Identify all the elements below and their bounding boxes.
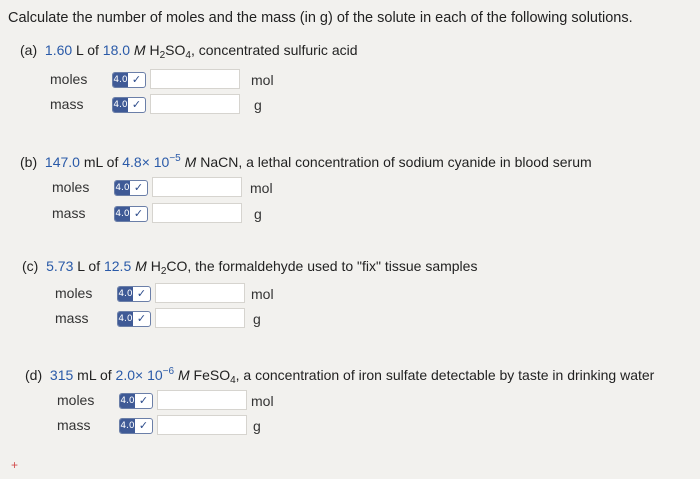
moles-label: moles xyxy=(57,392,95,408)
attempts-value: 4.0 xyxy=(113,75,128,85)
part-c-prompt: (c) 5.73 L of 12.5 M $H_2CO$, the formaldehyde used to "fix" tissue samples xyxy=(22,258,478,277)
g-unit: g xyxy=(254,97,262,113)
part-d-prompt: (d) 315 mL of $2.0\times 10^{-6}$ M FeSO$_4$, a concentration of iron sulfate detectable by taste in drinking water xyxy=(25,366,655,386)
mol-unit: mol xyxy=(251,393,274,409)
volume-unit: L of xyxy=(76,42,99,58)
formula: $H_2CO$ xyxy=(150,258,188,277)
pencil-icon: ✓ xyxy=(136,287,147,300)
part-b-mass-row xyxy=(52,203,312,225)
attempts-badge[interactable] xyxy=(114,206,148,222)
attempts-badge[interactable] xyxy=(117,286,151,302)
moles-label: moles xyxy=(52,179,90,195)
attempts-badge[interactable] xyxy=(117,311,151,327)
part-c-mass-row xyxy=(55,308,315,330)
part-letter: (c) xyxy=(22,258,39,274)
moles-label: moles xyxy=(55,285,93,301)
attempts-value: 4.0 xyxy=(113,100,128,110)
attempts-badge[interactable] xyxy=(112,72,146,88)
attempts-value: 4.0 xyxy=(120,421,135,431)
pencil-icon: ✓ xyxy=(131,73,142,86)
part-letter: (b) xyxy=(20,154,38,170)
part-d-moles-row xyxy=(57,390,317,412)
attempts-value: 4.0 xyxy=(118,314,133,324)
description: , the formaldehyde used to "fix" tissue samples xyxy=(187,258,478,274)
attempts-value: 4.0 xyxy=(118,289,133,299)
description: , concentrated sulfuric acid xyxy=(190,42,358,58)
mass-input[interactable] xyxy=(155,308,245,328)
part-b-prompt: (b) 147.0 mL of $4.8\times 10^{-5}$ M NaCN, a lethal concentration of sodium cyanide in blood serum xyxy=(20,153,592,170)
mol-unit: mol xyxy=(250,180,273,196)
formula: $H_2SO_4$ xyxy=(149,42,191,61)
volume-value: 1.60 xyxy=(44,42,73,58)
add-icon[interactable]: + xyxy=(11,458,19,472)
attempts-badge[interactable] xyxy=(119,393,153,409)
mol-unit: mol xyxy=(251,286,274,302)
question-text: Calculate the number of moles and the mass (in g) of the solute in each of the following solutions. xyxy=(8,10,633,26)
molarity-value: $2.0\times 10^{-6}$ xyxy=(115,366,175,383)
attempts-value: 4.0 xyxy=(115,183,130,193)
moles-input[interactable] xyxy=(157,390,247,410)
part-b-moles-row xyxy=(52,177,312,199)
volume-value: 315 xyxy=(49,367,74,383)
pencil-icon: ✓ xyxy=(133,181,144,194)
moles-label: moles xyxy=(50,71,88,87)
mass-input[interactable] xyxy=(157,415,247,435)
part-c-moles-row xyxy=(55,283,315,305)
part-a-prompt: (a) 1.60 L of 18.0 M $H_2SO_4$, concentrated sulfuric acid xyxy=(20,42,358,61)
volume-unit: mL of xyxy=(77,367,112,383)
mass-input[interactable] xyxy=(150,94,240,114)
moles-input[interactable] xyxy=(152,177,242,197)
mass-label: mass xyxy=(55,310,89,326)
volume-value: 147.0 xyxy=(44,154,80,170)
part-a-mass-row xyxy=(50,94,310,116)
pencil-icon: ✓ xyxy=(138,419,149,432)
g-unit: g xyxy=(253,311,261,327)
g-unit: g xyxy=(253,418,261,434)
description: , a lethal concentration of sodium cyanide in blood serum xyxy=(238,154,592,170)
g-unit: g xyxy=(254,206,262,222)
mass-label: mass xyxy=(57,417,91,433)
part-letter: (d) xyxy=(25,367,43,383)
mass-label: mass xyxy=(52,205,86,221)
formula: FeSO$_4$ xyxy=(193,367,236,386)
volume-unit: L of xyxy=(77,258,101,274)
attempts-badge[interactable] xyxy=(119,418,153,434)
attempts-badge[interactable] xyxy=(114,180,148,196)
volume-unit: mL of xyxy=(83,154,119,170)
pencil-icon: ✓ xyxy=(133,207,144,220)
molarity-value: 12.5 xyxy=(103,258,132,274)
mol-unit: mol xyxy=(251,72,274,88)
attempts-value: 4.0 xyxy=(120,396,135,406)
moles-input[interactable] xyxy=(155,283,245,303)
attempts-badge[interactable] xyxy=(112,97,146,113)
pencil-icon: ✓ xyxy=(136,312,147,325)
formula: NaCN xyxy=(200,154,239,170)
molarity-value: $4.8\times 10^{-5}$ xyxy=(122,153,181,170)
pencil-icon: ✓ xyxy=(138,394,149,407)
volume-value: 5.73 xyxy=(46,258,74,274)
mass-input[interactable] xyxy=(152,203,242,223)
pencil-icon: ✓ xyxy=(131,98,142,111)
part-letter: (a) xyxy=(20,42,38,58)
moles-input[interactable] xyxy=(150,69,240,89)
description: , a concentration of iron sulfate detectable by taste in drinking water xyxy=(235,367,655,383)
mass-label: mass xyxy=(50,96,84,112)
part-d-mass-row xyxy=(57,415,317,437)
attempts-value: 4.0 xyxy=(115,209,130,219)
molarity-value: 18.0 xyxy=(102,42,131,58)
part-a-moles-row xyxy=(50,69,310,91)
